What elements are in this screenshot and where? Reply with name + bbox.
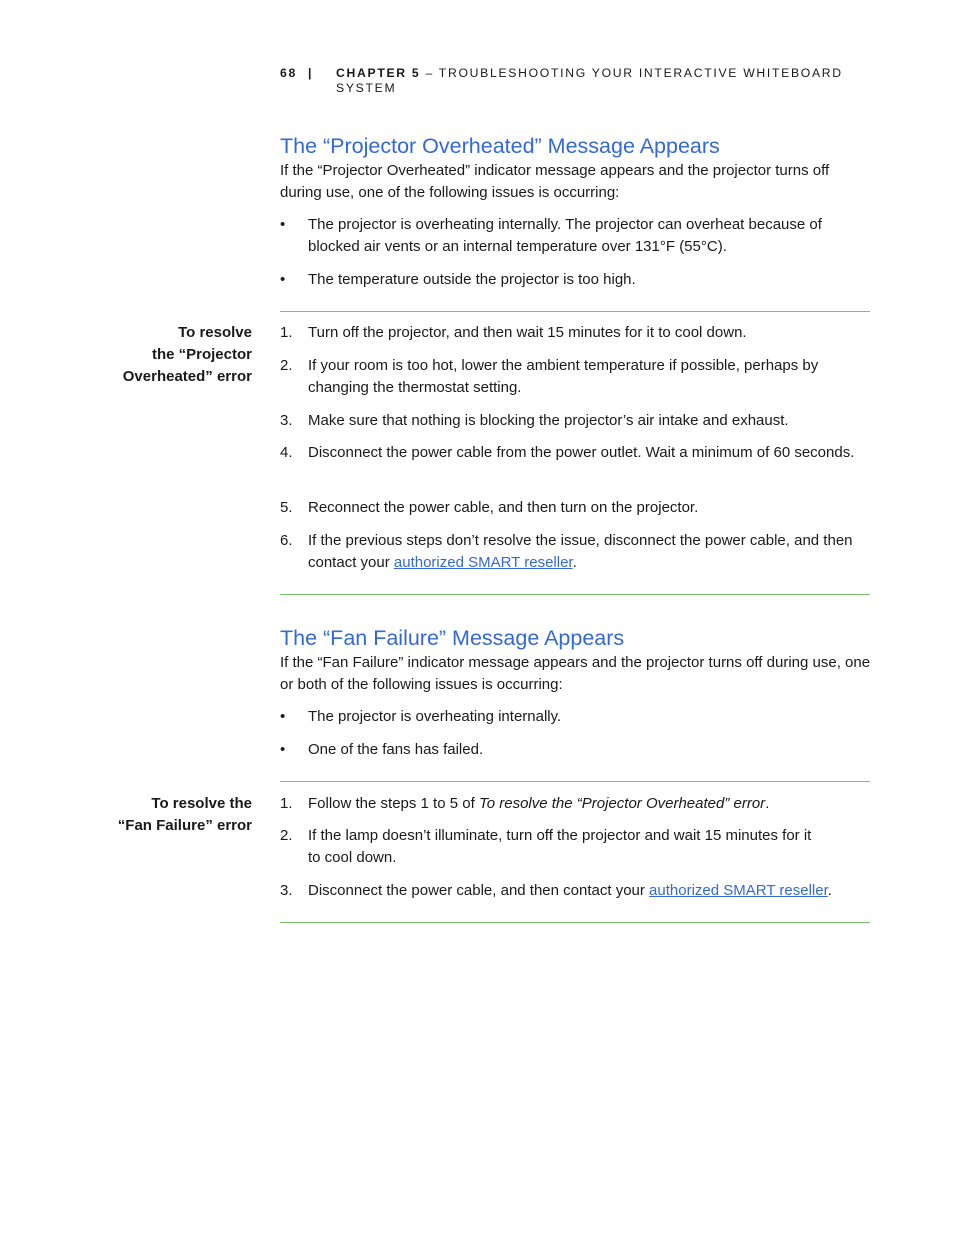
step-number: 3. [280, 412, 293, 429]
section-title-projector-overheated: The “Projector Overheated” Message Appears [280, 134, 720, 158]
authorized-reseller-link[interactable]: authorized SMART reseller [393, 554, 573, 571]
divider [280, 781, 870, 782]
bullet-text: The projector is overheating internally. The projector can overheat because of blocked air vents or an internal temperature over 131°F (55°C). [308, 216, 822, 255]
bullet-marker: • [280, 216, 286, 233]
procedure-heading-line: “Fan Failure” error [117, 817, 252, 834]
bullet-text: The temperature outside the projector is too high. [308, 271, 636, 288]
page-number: 68 [280, 66, 297, 80]
divider [280, 922, 870, 923]
header-separator: | [308, 66, 314, 80]
step-number: 5. [280, 499, 293, 516]
step-text-part: . [572, 554, 577, 571]
bullet-text: The projector is overheating internally. [308, 708, 562, 725]
step-text-line: to cool down. [308, 849, 397, 866]
step-text [308, 530, 870, 574]
chapter-title [336, 66, 856, 96]
step-text: If your room is too hot, lower the ambient temperature if possible, perhaps by changing the thermostat setting. [308, 357, 819, 396]
procedure-heading [60, 793, 252, 837]
step-text-part: . [765, 795, 770, 812]
step-text-part: Disconnect the power cable, and then contact your [308, 882, 650, 899]
bullet-marker: • [280, 708, 286, 725]
cross-reference: To resolve the “Projector Overheated” error [478, 795, 766, 812]
step-text: Reconnect the power cable, and then turn on the projector. [308, 499, 699, 516]
step-number: 6. [280, 532, 293, 549]
step-number: 3. [280, 882, 293, 899]
chapter-label: CHAPTER 5 [336, 66, 421, 80]
procedure-heading-line: the “Projector [151, 346, 252, 363]
step-number: 4. [280, 444, 293, 461]
section-intro: If the “Projector Overheated” indicator message appears and the projector turns off during use, one of the following issues is occurring: [280, 162, 830, 201]
chapter-title-text: – TROUBLESHOOTING YOUR INTERACTIVE WHITEBOARD SYSTEM [336, 66, 843, 95]
step-text: Turn off the projector, and then wait 15 minutes for it to cool down. [308, 324, 747, 341]
authorized-reseller-link[interactable]: authorized SMART reseller [649, 882, 828, 899]
section-intro: If the “Fan Failure” indicator message appears and the projector turns off during use, one or both of the following issues is occurring: [280, 654, 871, 693]
divider [280, 594, 870, 595]
step-text-part: . [827, 882, 832, 899]
bullet-text: One of the fans has failed. [308, 741, 484, 758]
procedure-heading-line: Overheated” error [122, 368, 252, 385]
step-text-part: Follow the steps 1 to 5 of [308, 795, 479, 812]
step-text [308, 793, 870, 815]
step-text-line: If the lamp doesn’t illuminate, turn off the projector and wait 15 minutes for it [308, 827, 812, 844]
step-text-part: If the previous steps don’t resolve the issue, disconnect the power cable, and then contact your [308, 532, 853, 571]
procedure-heading-line: To resolve the [151, 795, 252, 812]
bullet-marker: • [280, 741, 286, 758]
step-number: 1. [280, 324, 293, 341]
bullet-marker: • [280, 271, 286, 288]
step-number: 1. [280, 795, 293, 812]
step-text: Make sure that nothing is blocking the projector’s air intake and exhaust. [308, 412, 789, 429]
procedure-heading [60, 322, 252, 388]
divider [280, 311, 870, 312]
procedure-heading-line: To resolve [178, 324, 252, 341]
step-text [308, 825, 870, 869]
step-number: 2. [280, 827, 293, 844]
section-title-fan-failure: The “Fan Failure” Message Appears [280, 626, 625, 650]
step-number: 2. [280, 357, 293, 374]
step-text [308, 880, 870, 902]
step-text: Disconnect the power cable from the power outlet. Wait a minimum of 60 seconds. [308, 444, 855, 461]
